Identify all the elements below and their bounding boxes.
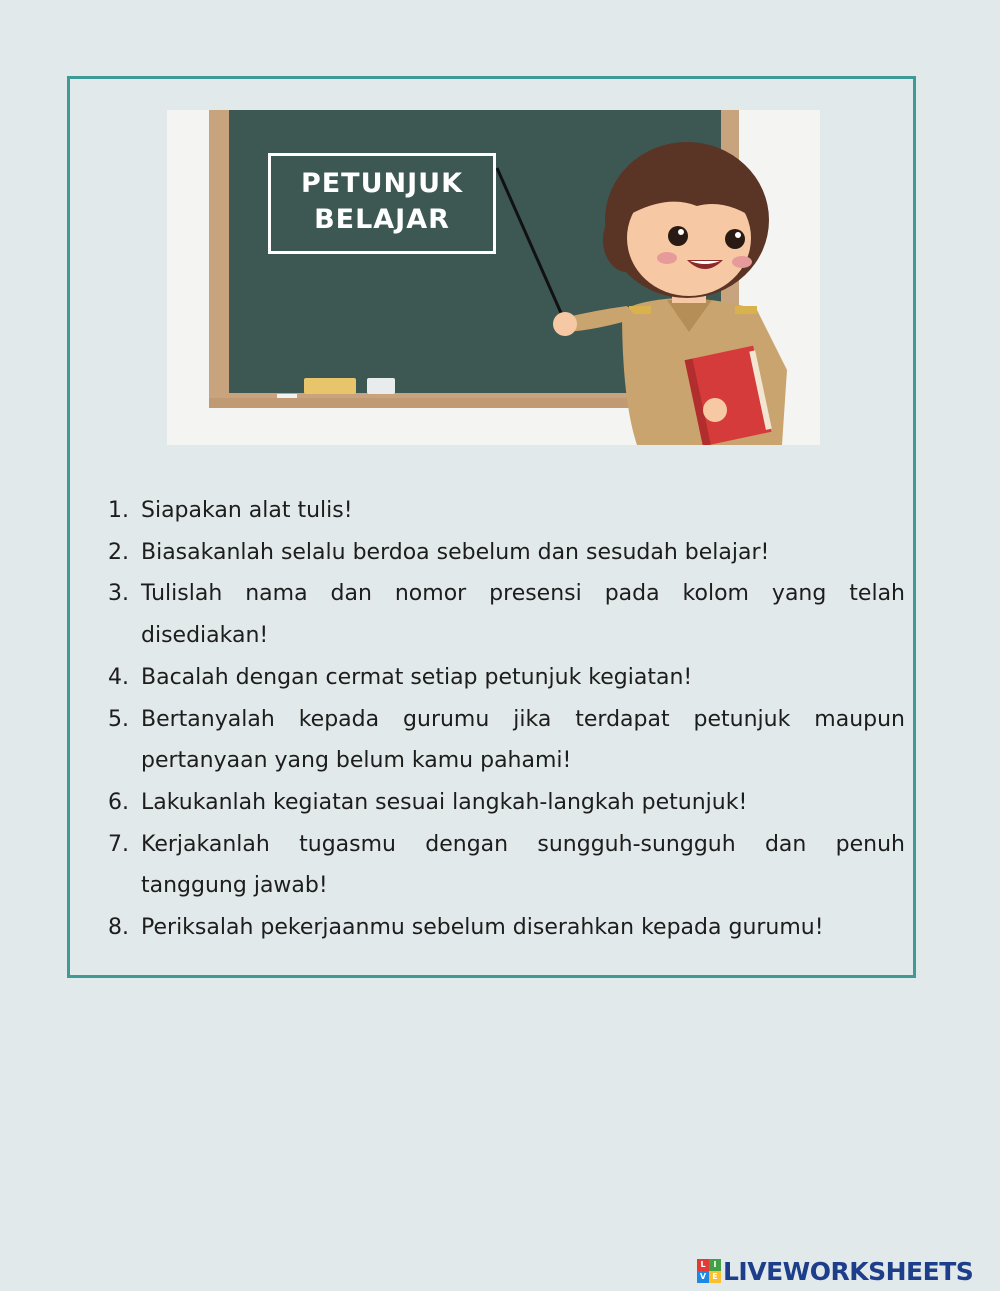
- list-item: [108, 782, 905, 824]
- item-number: 4.: [108, 664, 129, 690]
- item-text: Lakukanlah kegiatan sesuai langkah-langkah petunjuk!: [141, 789, 748, 815]
- logo-text: LIVEWORKSHEETS: [723, 1256, 974, 1286]
- logo-letter: I: [709, 1259, 721, 1271]
- item-number: 2.: [108, 539, 129, 565]
- board-title: PETUNJUK BELAJAR: [268, 153, 496, 254]
- list-item: [108, 907, 905, 949]
- item-number: 7.: [108, 831, 129, 857]
- teacher-chalkboard-illustration: [167, 110, 820, 445]
- instruction-list: [108, 490, 905, 949]
- list-item: [108, 657, 905, 699]
- item-number: 6.: [108, 789, 129, 815]
- list-item: [108, 573, 905, 656]
- item-text: Kerjakanlah tugasmu dengan sungguh-sungguh dan penuh tanggung jawab!: [141, 831, 905, 899]
- item-number: 3.: [108, 581, 129, 607]
- chalk-eraser: [304, 378, 356, 394]
- item-text: Tulislah nama dan nomor presensi pada kolom yang telah disediakan!: [141, 581, 905, 649]
- list-item: [108, 699, 905, 782]
- item-text: Bertanyalah kepada gurumu jika terdapat petunjuk maupun pertanyaan yang belum kamu pahami!: [141, 706, 905, 774]
- logo-letter: V: [697, 1271, 709, 1283]
- liveworksheets-logo[interactable]: [697, 1256, 973, 1286]
- list-item: [108, 824, 905, 907]
- item-number: 1.: [108, 498, 129, 523]
- list-item: [108, 490, 905, 532]
- chalk-piece: [367, 378, 395, 394]
- logo-letter: L: [697, 1259, 709, 1271]
- liveworksheets-logo-icon: [697, 1259, 721, 1283]
- item-text: Biasakanlah selalu berdoa sebelum dan sesudah belajar!: [141, 539, 770, 565]
- item-number: 8.: [108, 915, 129, 941]
- teacher-hand: [553, 312, 577, 336]
- item-number: 5.: [108, 706, 129, 732]
- logo-letter: E: [709, 1271, 721, 1283]
- item-text: Periksalah pekerjaanmu sebelum diserahkan kepada gurumu!: [141, 915, 824, 941]
- item-text: Siapakan alat tulis!: [141, 498, 353, 523]
- list-item: [108, 532, 905, 574]
- item-text: Bacalah dengan cermat setiap petunjuk kegiatan!: [141, 664, 693, 690]
